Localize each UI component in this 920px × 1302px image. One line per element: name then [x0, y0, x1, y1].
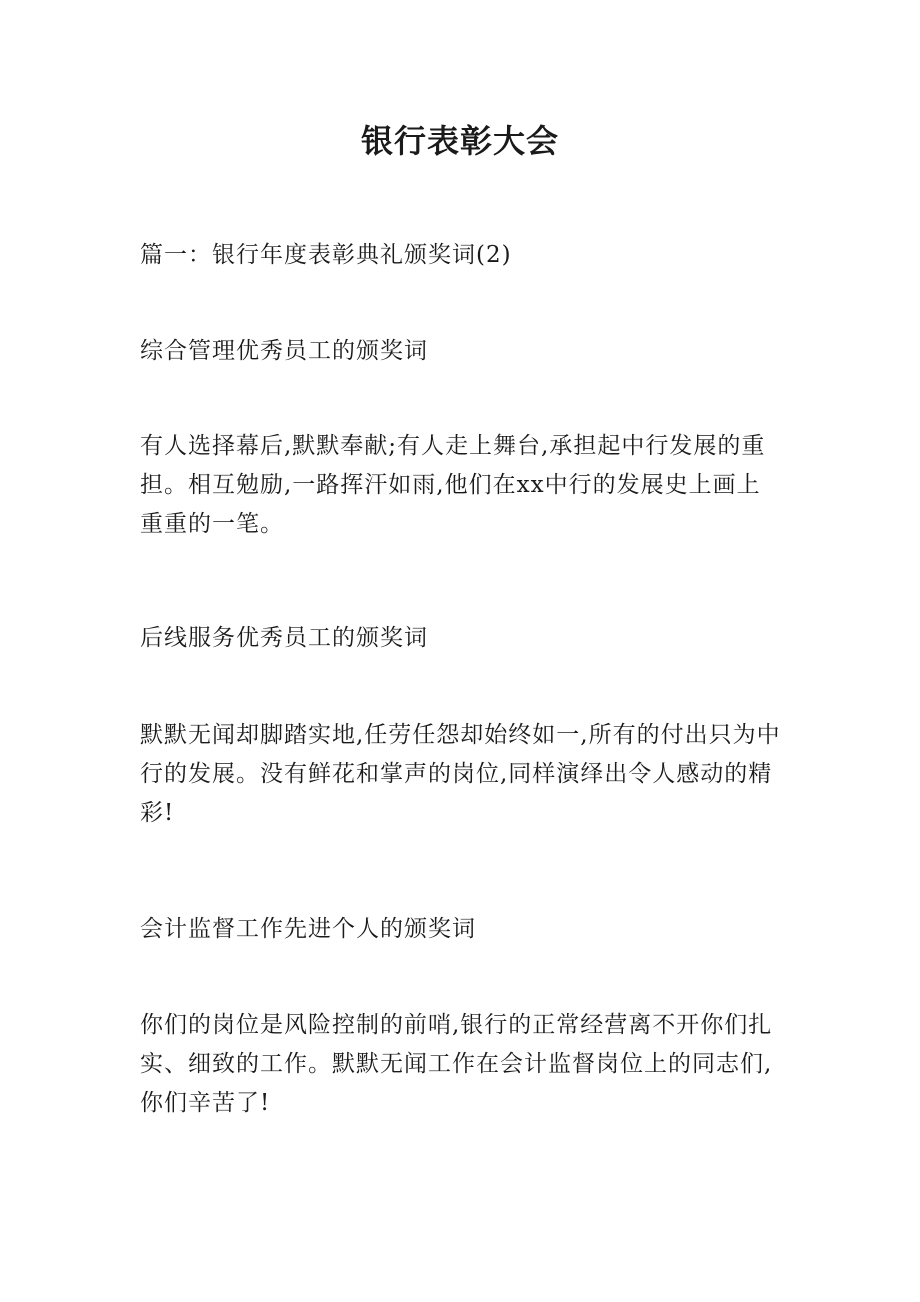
document-subtitle: 篇一：银行年度表彰典礼颁奖词(2) [140, 242, 512, 268]
section-body-management: 有人选择幕后,默默奉献;有人走上舞台,承担起中行发展的重担。相互勉励,一路挥汗如雨,他们在xx中行的发展史上画上重重的一笔。 [140, 433, 766, 537]
section-body-accounting: 你们的岗位是风险控制的前哨,银行的正常经营离不开你们扎实、细致的工作。默默无闻工作在会计监督岗位上的同志们,你们辛苦了! [140, 1012, 773, 1116]
section-body-service: 默默无闻却脚踏实地,任劳任怨却始终如一,所有的付出只为中行的发展。没有鲜花和掌声的岗位,同样演绎出令人感动的精彩! [140, 722, 781, 826]
section-heading-management: 综合管理优秀员工的颁奖词 [140, 338, 428, 364]
section-heading-accounting: 会计监督工作先进个人的颁奖词 [140, 916, 476, 942]
section-heading-service: 后线服务优秀员工的颁奖词 [140, 625, 428, 651]
document-title: 银行表彰大会 [360, 122, 559, 160]
